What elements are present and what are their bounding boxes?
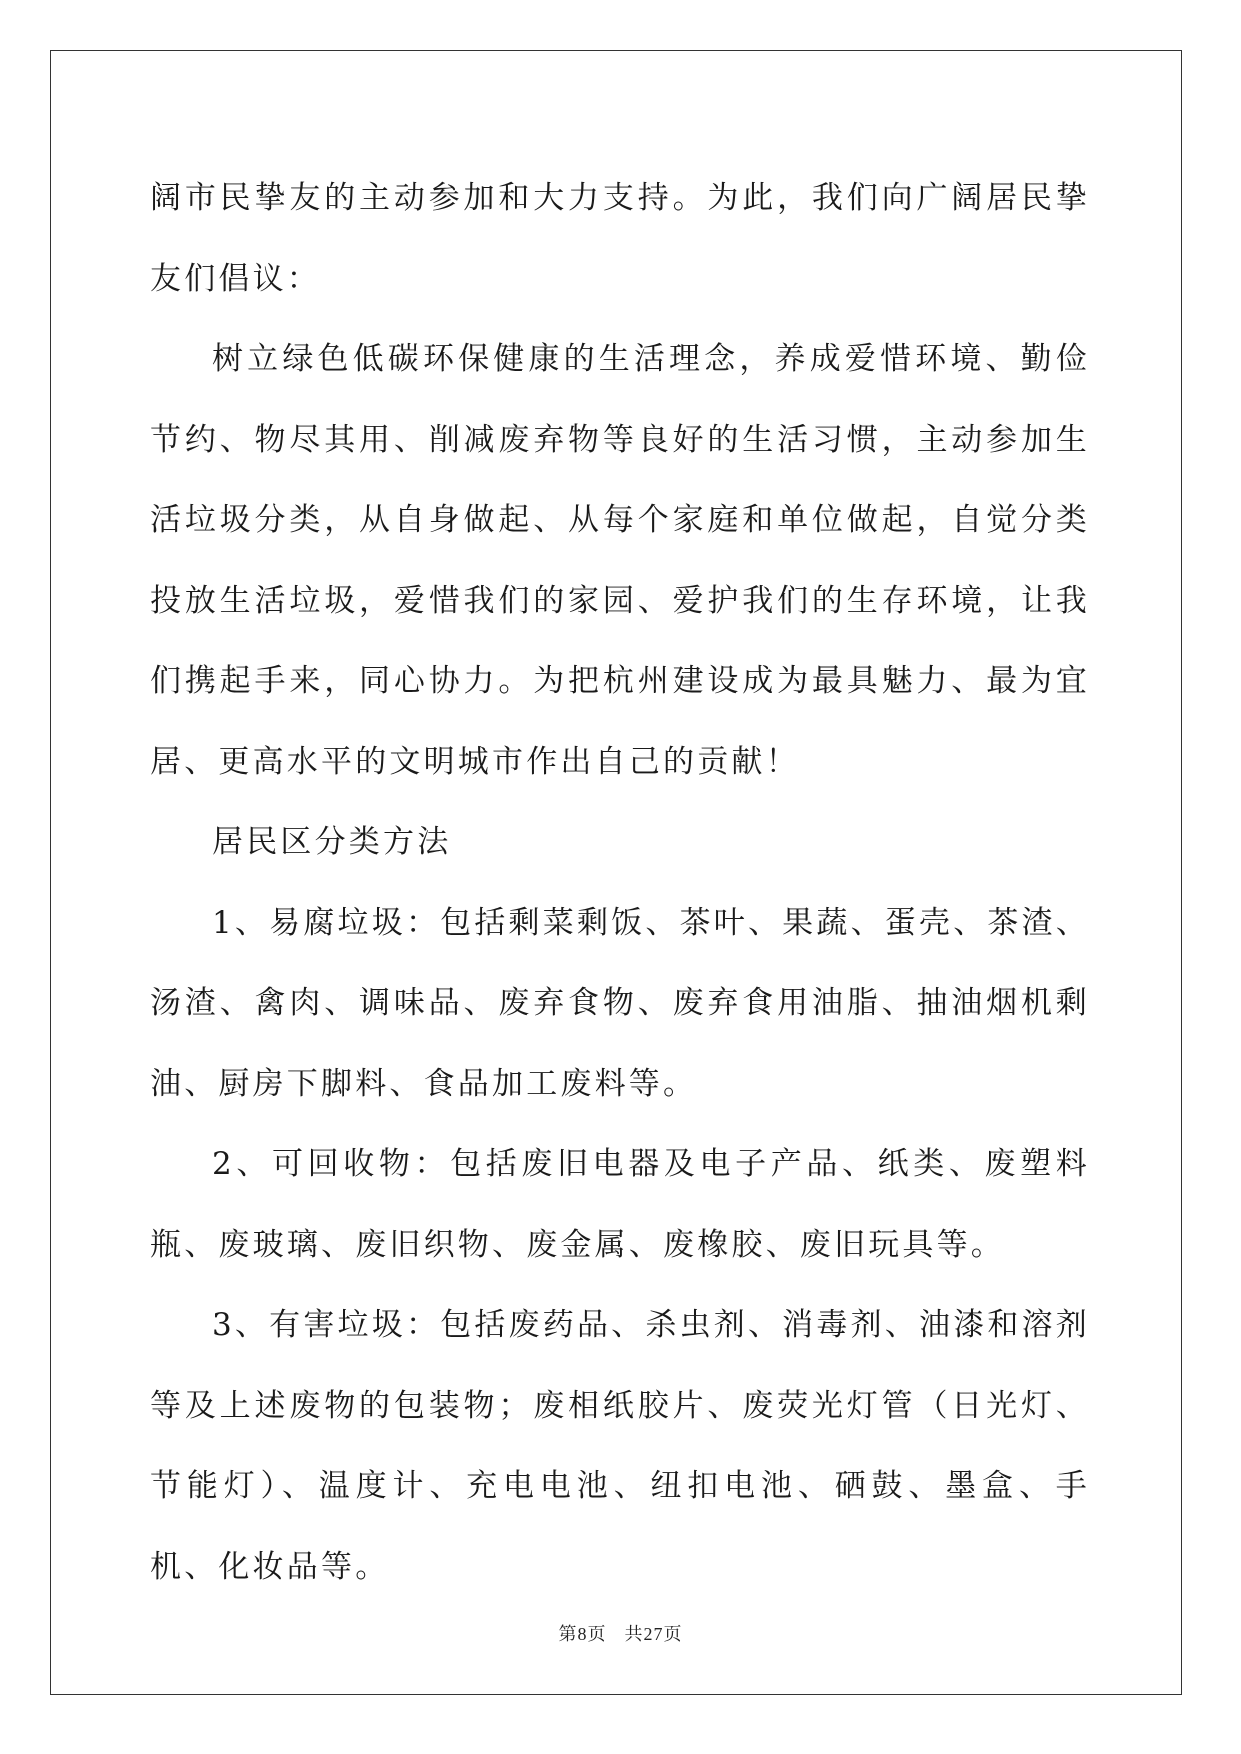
page-footer (0, 1620, 1241, 1646)
section-heading: 居民区分类方法 (212, 824, 452, 860)
list-item-hazardous: 3、有害垃圾：包括废药品、杀虫剂、消毒剂、油漆和溶剂等及上述废物的包装物；废相纸胶片、废荧光灯管（日光灯、节能灯）、温度计、充电电池、纽扣电池、硒鼓、墨盒、手机、化妆品等。 (150, 1307, 1090, 1585)
page-total: 共27页 (624, 1624, 683, 1644)
list-item-recyclable: 2、可回收物：包括废旧电器及电子产品、纸类、废塑料瓶、废玻璃、废旧织物、废金属、废橡胶、废旧玩具等。 (150, 1146, 1090, 1263)
page-number: 第8页 (558, 1624, 607, 1644)
document-body (150, 158, 1090, 1607)
list-item-perishable: 1、易腐垃圾：包括剩菜剩饭、茶叶、果蔬、蛋壳、茶渣、汤渣、禽肉、调味品、废弃食物、废弃食用油脂、抽油烟机剩油、厨房下脚料、食品加工废料等。 (150, 904, 1090, 1102)
paragraph-proposal: 树立绿色低碳环保健康的生活理念，养成爱惜环境、勤俭节约、物尽其用、削减废弃物等良好的生活习惯，主动参加生活垃圾分类，从自身做起、从每个家庭和单位做起，自觉分类投放生活垃圾，爱惜我们的家园、爱护我们的生存环境，让我们携起手来，同心协力。为把杭州建设成为最具魅力、最为宜居、更高水平的文明城市作出自己的贡献！ (150, 341, 1090, 780)
paragraph-intro: 阔市民挚友的主动参加和大力支持。为此，我们向广阔居民挚友们倡议： (150, 180, 1090, 297)
